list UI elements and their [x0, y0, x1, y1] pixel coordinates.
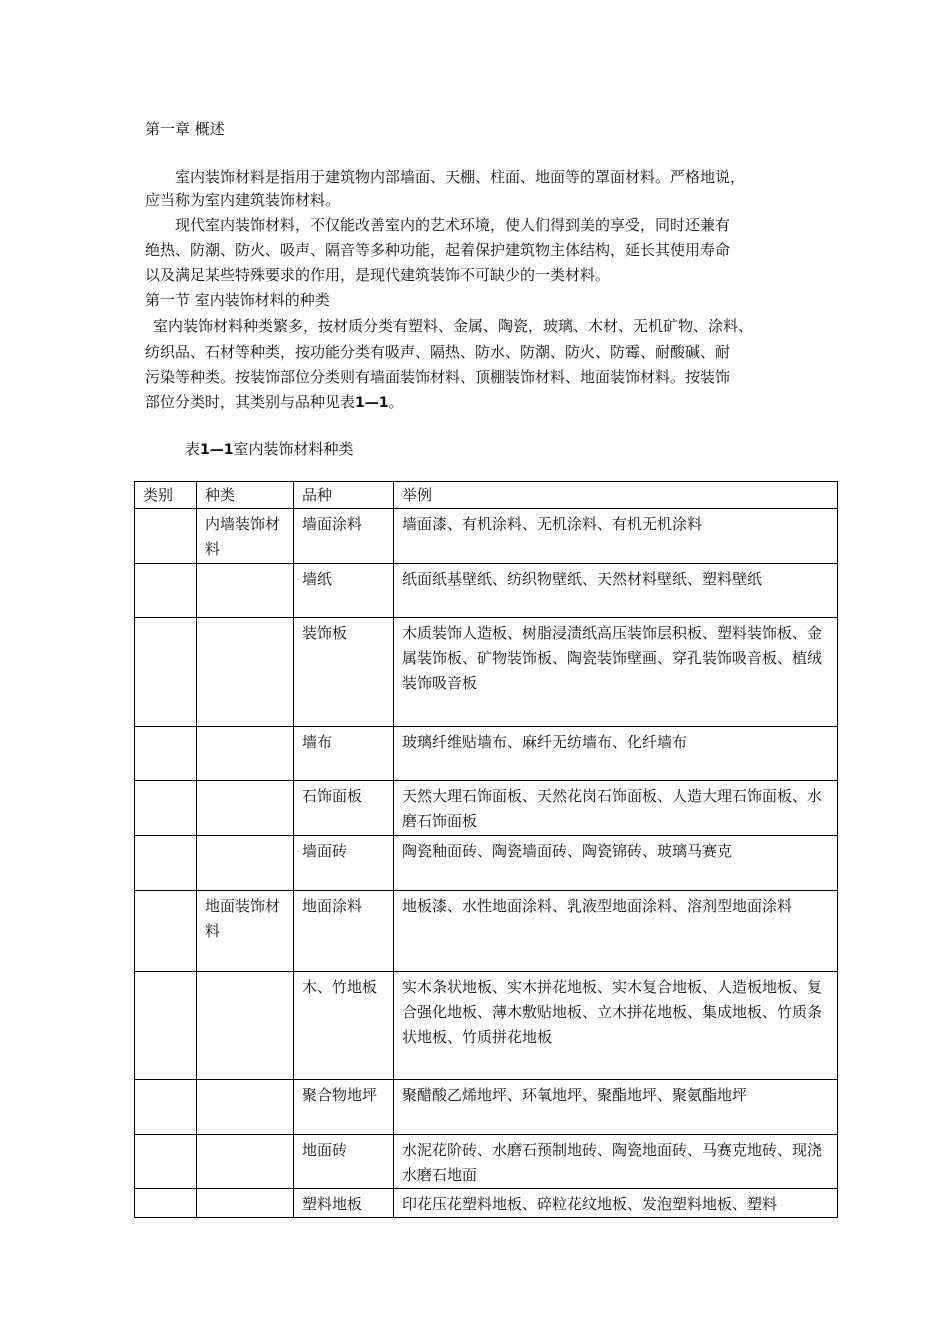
cell-variety: 石饰面板 — [294, 781, 394, 836]
paragraph-2-line-2: 绝热、防潮、防火、吸声、隔音等多种功能，起着保护建筑物主体结构，延长其使用寿命 — [145, 241, 731, 259]
header-example: 举例 — [394, 482, 838, 509]
table-row — [135, 1135, 838, 1189]
table-row — [135, 509, 838, 564]
paragraph-3-line-4-text: 部位分类时，其类别与品种见表 — [145, 393, 356, 411]
cell-kind — [197, 618, 294, 727]
cell-example: 陶瓷釉面砖、陶瓷墙面砖、陶瓷锦砖、玻璃马赛克 — [394, 836, 838, 891]
cell-variety: 地面涂料 — [294, 891, 394, 972]
paragraph-2-line-1: 现代室内装饰材料，不仅能改善室内的艺术环境，使人们得到美的享受，同时还兼有 — [175, 216, 731, 234]
table-reference: 1—1 — [355, 395, 389, 411]
table-header-row — [135, 482, 838, 509]
table-caption-prefix: 表 — [185, 440, 201, 458]
cell-example: 水泥花阶砖、水磨石预制地砖、陶瓷地面砖、马赛克地砖、现浇水磨石地面 — [394, 1135, 838, 1189]
header-category: 类别 — [135, 482, 197, 509]
paragraph-1-line-1: 室内装饰材料是指用于建筑物内部墙面、天棚、柱面、地面等的罩面材料。严格地说， — [175, 168, 746, 186]
cell-kind — [197, 727, 294, 781]
cell-category — [135, 1135, 197, 1189]
cell-variety: 木、竹地板 — [294, 972, 394, 1080]
cell-kind — [197, 1080, 294, 1135]
cell-example: 纸面纸基壁纸、纺织物壁纸、天然材料壁纸、塑料壁纸 — [394, 564, 838, 618]
chapter-title: 第一章 概述 — [145, 120, 225, 138]
section-title: 第一节 室内装饰材料的种类 — [145, 291, 330, 309]
header-kind: 种类 — [197, 482, 294, 509]
table-row — [135, 618, 838, 727]
cell-category — [135, 727, 197, 781]
cell-category — [135, 836, 197, 891]
paragraph-3-line-2: 纺织品、石材等种类，按功能分类有吸声、隔热、防水、防潮、防火、防霉、耐酸碱、耐 — [145, 343, 731, 361]
cell-example: 聚醋酸乙烯地坪、环氧地坪、聚酯地坪、聚氨酯地坪 — [394, 1080, 838, 1135]
cell-kind — [197, 564, 294, 618]
paragraph-3-line-1: 室内装饰材料种类繁多，按材质分类有塑料、金属、陶瓷，玻璃、木材、无机矿物、涂料、 — [153, 317, 754, 335]
cell-example: 玻璃纤维贴墙布、麻纤无纺墙布、化纤墙布 — [394, 727, 838, 781]
table-caption — [185, 439, 354, 460]
table-row — [135, 727, 838, 781]
header-variety: 品种 — [294, 482, 394, 509]
cell-category — [135, 1080, 197, 1135]
cell-category — [135, 1189, 197, 1218]
cell-category — [135, 972, 197, 1080]
cell-variety: 墙纸 — [294, 564, 394, 618]
cell-variety: 地面砖 — [294, 1135, 394, 1189]
cell-kind: 地面装饰材料 — [197, 891, 294, 972]
cell-variety: 墙面砖 — [294, 836, 394, 891]
cell-example: 印花压花塑料地板、碎粒花纹地板、发泡塑料地板、塑料 — [394, 1189, 838, 1218]
cell-example: 实木条状地板、实木拼花地板、实木复合地板、人造板地板、复合强化地板、薄木敷贴地板、立木拼花地板、集成地板、竹质条状地板、竹质拼花地板 — [394, 972, 838, 1080]
table-row — [135, 1189, 838, 1218]
table-row — [135, 972, 838, 1080]
paragraph-3-line-4 — [145, 392, 404, 413]
cell-variety: 聚合物地坪 — [294, 1080, 394, 1135]
cell-category — [135, 564, 197, 618]
cell-example: 木质装饰人造板、树脂浸渍纸高压装饰层积板、塑料装饰板、金属装饰板、矿物装饰板、陶瓷装饰壁画、穿孔装饰吸音板、植绒装饰吸音板 — [394, 618, 838, 727]
cell-variety: 墙布 — [294, 727, 394, 781]
table-row — [135, 564, 838, 618]
paragraph-1-line-2: 应当称为室内建筑装饰材料。 — [145, 191, 341, 209]
cell-kind — [197, 1189, 294, 1218]
paragraph-3-line-4-end: 。 — [388, 393, 404, 411]
cell-kind — [197, 1135, 294, 1189]
table-caption-title: 室内装饰材料种类 — [233, 440, 354, 458]
cell-example: 墙面漆、有机涂料、无机涂料、有机无机涂料 — [394, 509, 838, 564]
cell-kind — [197, 781, 294, 836]
cell-example: 天然大理石饰面板、天然花岗石饰面板、人造大理石饰面板、水磨石饰面板 — [394, 781, 838, 836]
table-row — [135, 891, 838, 972]
paragraph-2-line-3: 以及满足某些特殊要求的作用，是现代建筑装饰不可缺少的一类材料。 — [145, 266, 611, 284]
table-row — [135, 1080, 838, 1135]
table-row — [135, 781, 838, 836]
cell-category — [135, 618, 197, 727]
cell-variety: 装饰板 — [294, 618, 394, 727]
cell-category — [135, 781, 197, 836]
cell-category — [135, 509, 197, 564]
cell-variety: 塑料地板 — [294, 1189, 394, 1218]
paragraph-3-line-3: 污染等种类。按装饰部位分类则有墙面装饰材料、顶棚装饰材料、地面装饰材料。按装饰 — [145, 368, 731, 386]
table-row — [135, 836, 838, 891]
table-caption-number: 1—1 — [200, 442, 234, 458]
cell-category — [135, 891, 197, 972]
cell-kind — [197, 972, 294, 1080]
cell-example: 地板漆、水性地面涂料、乳液型地面涂料、溶剂型地面涂料 — [394, 891, 838, 972]
materials-table — [134, 481, 838, 1218]
cell-kind — [197, 836, 294, 891]
cell-kind: 内墙装饰材料 — [197, 509, 294, 564]
cell-variety: 墙面涂料 — [294, 509, 394, 564]
